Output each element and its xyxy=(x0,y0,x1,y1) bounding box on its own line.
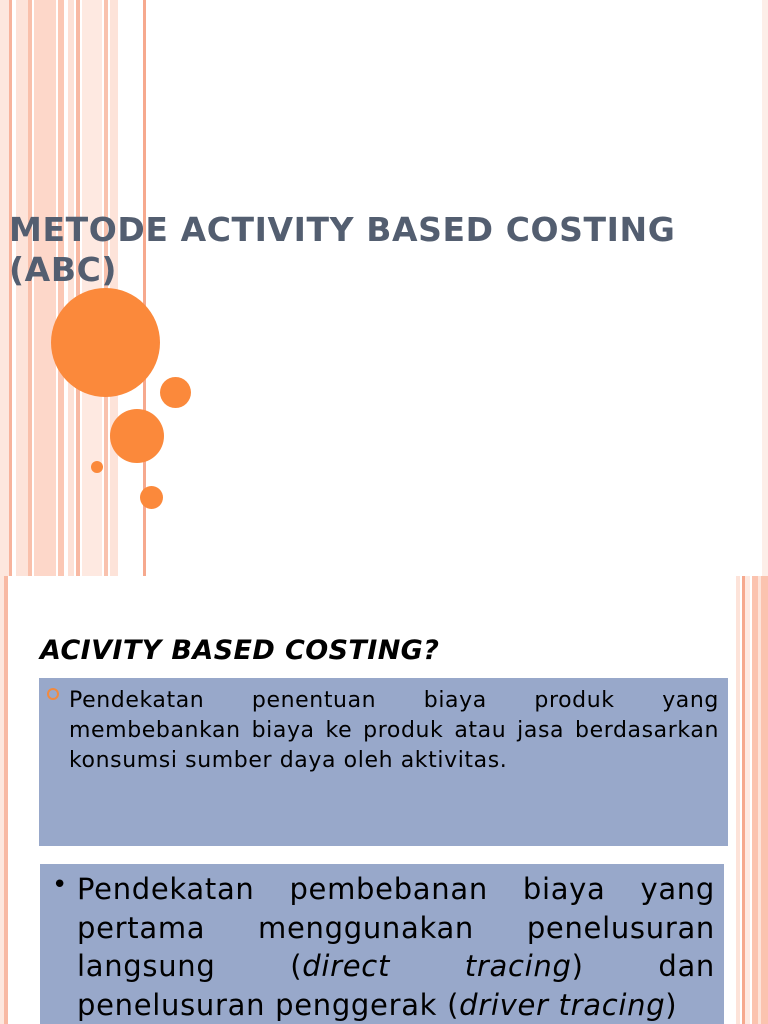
definition-box xyxy=(39,678,728,846)
dot-bullet-icon: • xyxy=(52,870,68,900)
decorative-stripe xyxy=(736,576,740,1024)
approach-box xyxy=(40,864,724,1024)
slide-title: METODE ACTIVITY BASED COSTING (ABC) xyxy=(9,210,676,289)
decorative-stripe xyxy=(745,576,750,1024)
decorative-circle-medium xyxy=(110,409,164,463)
approach-text-part: Pendekatan pembebanan biaya yang pertama menggunakan penelusuran langsung ( xyxy=(77,872,715,983)
decorative-stripe xyxy=(762,0,768,576)
ring-bullet-icon xyxy=(47,688,59,700)
approach-text xyxy=(77,870,715,1024)
decorative-circle-small xyxy=(140,486,163,509)
decorative-circle-large xyxy=(51,288,160,397)
slide-heading: ACIVITY BASED COSTING? xyxy=(40,635,440,666)
definition-text: Pendekatan penentuan biaya produk yang membebankan biaya ke produk atau jasa berdasarkan konsumsi sumber daya oleh aktivitas. xyxy=(69,688,719,773)
decorative-circle-tiny xyxy=(91,461,103,473)
decorative-stripe xyxy=(4,576,8,1024)
approach-text-part: ) dan penelusuran penggerak ( xyxy=(77,949,716,1022)
decorative-stripe xyxy=(758,576,761,1024)
decorative-stripe xyxy=(0,0,9,576)
approach-text-italic: driver tracing xyxy=(459,987,666,1022)
approach-text-part: ) xyxy=(665,987,678,1022)
content-slide xyxy=(0,576,768,1024)
decorative-circle-small xyxy=(160,377,191,408)
approach-text-italic: direct tracing xyxy=(302,949,572,983)
